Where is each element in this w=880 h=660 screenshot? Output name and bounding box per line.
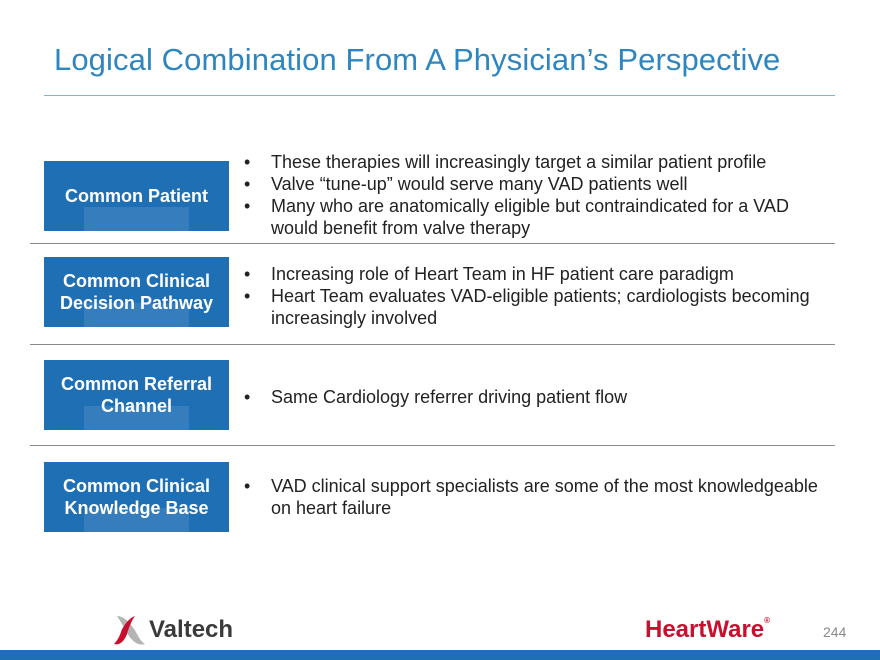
label-box-common-clinical-knowledge-base	[44, 462, 229, 532]
valtech-logo-icon	[113, 612, 147, 648]
row-divider	[30, 243, 835, 244]
heartware-logo	[645, 616, 770, 644]
title-divider	[44, 95, 835, 96]
heartware-logo-text: HeartWare	[645, 616, 765, 643]
label-box-common-referral-channel	[44, 360, 229, 430]
valtech-logo-text: Valtech	[149, 616, 234, 643]
registered-mark: ®	[764, 616, 771, 625]
bullet-item: • Increasing role of Heart Team in HF patient care paradigm	[244, 264, 734, 284]
bullet-list-common-patient	[244, 151, 824, 239]
label-common-patient: Common Patient	[64, 186, 208, 206]
row-divider	[30, 344, 835, 345]
footer-bar	[0, 650, 880, 660]
page-number: 244	[823, 624, 847, 640]
slide-title: Logical Combination From A Physician’s Perspective	[54, 42, 781, 77]
label-box-common-patient	[44, 161, 229, 231]
bullet-list-common-clinical-decision-pathway	[244, 263, 824, 329]
bullet-item: • VAD clinical support specialists are some of the most knowledgeable on heart failure	[244, 476, 818, 518]
bullet-item: • These therapies will increasingly target a similar patient profile	[244, 152, 767, 172]
row-divider	[30, 445, 835, 446]
bullet-item: • Same Cardiology referrer driving patient flow	[244, 387, 628, 407]
bullet-list-common-clinical-knowledge-base	[244, 475, 824, 519]
label-common-referral-channel: Common Referral Channel	[60, 374, 213, 416]
bullet-list-common-referral-channel	[244, 386, 824, 408]
bullet-item: • Heart Team evaluates VAD-eligible patients; cardiologists becoming increasingly involved	[244, 286, 810, 328]
valtech-logo	[113, 612, 233, 648]
bullet-item: • Many who are anatomically eligible but contraindicated for a VAD would benefit from valve therapy	[244, 196, 789, 238]
label-common-clinical-decision-pathway: Common Clinical Decision Pathway	[59, 271, 214, 313]
bullet-item: • Valve “tune-up” would serve many VAD patients well	[244, 174, 688, 194]
label-box-common-clinical-decision-pathway	[44, 257, 229, 327]
label-common-clinical-knowledge-base: Common Clinical Knowledge Base	[62, 476, 210, 518]
